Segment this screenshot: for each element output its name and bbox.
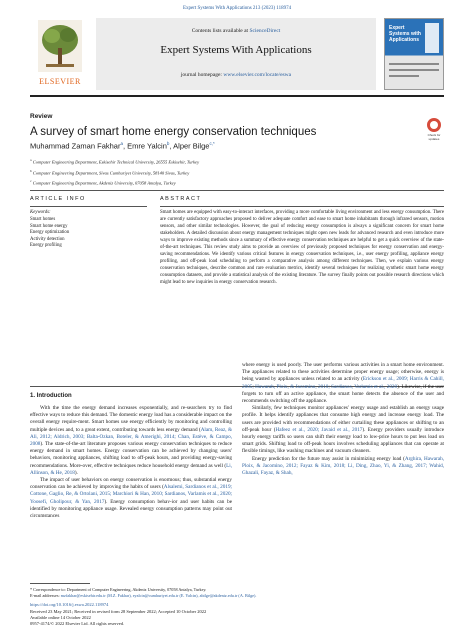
- affiliation-list: [30, 156, 444, 188]
- crossmark-button[interactable]: [424, 118, 444, 141]
- paragraph: Similarly, few techniques monitor appliances' energy usage and establish an energy usage profile. It helps identify appliances that consume high energy and increase energy load. The users are provided with recommendations of either curtailing these appliances or shifting to an off-peak hour (Hafeez et al., 2020; Javaid et al., 2017). Energy providers usually introduce hourly energy tariffs so users can shift their energy load to low-price hours to put less load on smart grids. Shifting load to off-peak hours involves scheduling appliances that can operate at flexible timings, like washing machines and vacuum cleaners.: [242, 405, 444, 455]
- keyword: Energy optimization: [30, 230, 70, 236]
- paragraph: Energy prediction for the future may assist in minimizing energy load (Arghira, Hawarah, Ploix, & Jacomino, 2012; Fayaz & Kim, 2018; Li, Ding, Zhao, Yi, & Zhang, 2017; Wahid, Ghazali, Fayaz, & Shah,: [242, 455, 444, 477]
- crossmark-icon-center: [430, 121, 438, 129]
- sciencedirect-link[interactable]: ScienceDirect: [249, 28, 281, 34]
- elsevier-logo[interactable]: [30, 18, 90, 90]
- masthead-center: [96, 18, 376, 90]
- journal-cover[interactable]: [384, 18, 444, 90]
- masthead-rule: [30, 95, 444, 97]
- copyright-line: 0957-4174/© 2022 Elsevier Ltd. All rights reserved.: [30, 621, 125, 626]
- crossmark-label: Check for updates: [427, 133, 441, 141]
- keyword: Activity detection: [30, 236, 65, 242]
- author-affiliation-marker[interactable]: c,*: [209, 141, 215, 146]
- doi-link[interactable]: https://doi.org/10.1016/j.eswa.2022.118974: [30, 602, 109, 607]
- homepage-prefix: journal homepage:: [180, 72, 224, 78]
- body-column-left: [30, 405, 232, 520]
- contents-prefix: Contents lists available at: [191, 28, 250, 34]
- masthead: [30, 18, 444, 90]
- affiliation: $^b$ Computer Engineering Department, Sivas Cumhuriyet University, 58140 Sivas, Turkey: [30, 168, 190, 175]
- abstract-rule: [160, 206, 444, 207]
- affiliation: $^c$ Computer Engineering Department, Akdeniz University, 07058 Antalya, Turkey: [30, 179, 176, 186]
- cover-graphic: [425, 23, 439, 53]
- article-title: A survey of smart home energy conservation techniques: [30, 126, 317, 138]
- contents-line: [96, 28, 376, 34]
- article-info-rule: [30, 206, 147, 207]
- citation-link[interactable]: Alsalemi, Sardianos et al., 2019; Cottone, Gaglio, Re, & Ortolani, 2015; Marchiori & Han, 2010; Sardianos, Varlamis et al., 2020; Yoosefi, Gholipour, & Yan, 2017: [30, 484, 232, 505]
- footnote-rule: [30, 583, 90, 584]
- citation-link[interactable]: Hafeez et al., 2020; Javaid et al., 2017: [275, 426, 363, 433]
- citation-link[interactable]: Erickson et al., 2009; Harris & Cahill, 2005; Hawarah, Ploix, & Jacomino, 2010; Sardianos, Varlamis et al., 2020: [242, 376, 444, 390]
- author-affiliation-marker[interactable]: b: [166, 141, 170, 146]
- paragraph: With the time the energy demand increases exponentially, and re-searchers try to find effective ways to reduce this demand. The domestic energy load has a considerable impact on the overall energy require-ment. Smart homes use energy efficiently by monitoring and controlling multiple devices and, to a great extent, contributing towards less energy demand (Alam, Reaz, & Ali, 2012; Aldrich, 2003; Balta-Ozkan, Boteler, & Amerighi, 2014; Chan, Estève, & Campo, 2008). The state-of-the-art literature proposes various energy conservation techniques to reduce energy demand in smart homes. Energy conservation can be achieved by changing users' behaviors, monitoring appliances, shifting load to off-peak hours, and providing energy-saving recommendations. More-over, effective techniques reduce household energy demand as well (Li, Allinson, & He, 2018).: [30, 405, 232, 476]
- body-column-right: [242, 362, 444, 477]
- section-heading: 1. Introduction: [30, 393, 72, 399]
- cover-line: [389, 69, 439, 71]
- article-type: Review: [30, 113, 53, 120]
- correspondence-footnote: [30, 587, 444, 599]
- keyword-list: [30, 217, 69, 250]
- journal-reference[interactable]: Expert Systems With Applications 213 (2023) 118974: [182, 6, 292, 11]
- correspondence-line: * Correspondence to: Department of Computer Engineering, Akdeniz University, 07058 Antalya, Turkey.: [30, 587, 207, 592]
- homepage-link[interactable]: www.elsevier.com/locate/eswa: [223, 72, 292, 78]
- affiliation: $^a$ Computer Engineering Department, Eskisehir Technical University, 26555 Eskisehir, Turkey: [30, 158, 200, 165]
- author-name[interactable]: Alper Bilge: [173, 141, 210, 151]
- homepage-line: [96, 72, 376, 78]
- author-affiliation-marker[interactable]: a: [120, 141, 123, 146]
- cover-line: [389, 75, 419, 77]
- citation-link[interactable]: Alam, Reaz, & Ali, 2012; Aldrich, 2003; Balta-Ozkan, Boteler, & Amerighi, 2014; Chan, Estève, & Campo, 2008: [30, 426, 232, 448]
- author-list: Muhammad Zaman Fakhar$^a$, Emre Yalcin$^b$, Alper Bilge$^{c,*}$: [30, 141, 215, 151]
- available-online: Available online 14 October 2022: [30, 615, 91, 620]
- email-line: E-mail addresses: mzfakhar@eskisehir.edu.tr (M.Z. Fakhar), eyalcin@cumhuriyet.edu.tr (E. Yalcin), abilge@akdeniz.edu.tr (A. Bilge).: [30, 593, 257, 598]
- received-dates: Received 23 May 2021; Received in revised form 28 September 2022; Accepted 10 October 2022: [30, 609, 207, 614]
- article-info-heading: ARTICLE INFO: [30, 196, 86, 202]
- publication-dates: [30, 609, 444, 627]
- cover-line: [389, 63, 439, 65]
- abstract-text: Smart homes are equipped with easy-to-interact interfaces, providing a more comfortable living environment and less energy consumption. There are currently satisfactory approaches proposed to deliver adequate comfort and ease to smart home inhabitants through infrared sensors, motion sensors, and other similar technologies. However, the goal of reducing energy consumption is always a significant concern for smart home stakeholders. A detailed discussion about energy management techniques might open new leads for advanced research and even introduce more ways to improve existing methods since a summary of effective energy conservation techniques are helpful to get a quick overview of the state-of-the-art techniques. This review study aims to provide an overview of previously proposed techniques for energy conservation and energy-saving recommendations. We identify various critical features in energy conservation techniques, i.e., user energy profiling, appliance energy profiling, and off-peak load scheduling to perform a comparative analysis among different techniques. Then, we explain various energy conservation techniques, describe common and rare evaluation metrics, identify several techniques for realizing synthetic smart home energy consumption datasets, and provide a statistical analysis of the existing literature. The survey finally points out possible research directions which might lead to new inquiries in energy conservation research.: [160, 210, 444, 285]
- citation-link[interactable]: Li, Allinson, & He, 2018: [30, 462, 232, 476]
- paragraph: where energy is used poorly. The user performs various activities in a smart home environment. The appliances related to these activities determine proper energy usage; otherwise, energy is being wasted by appliances unless related to an activity (Erickson et al., 2009; Harris & Cahill, 2005; Hawarah, Ploix, & Jacomino, 2010; Sardianos, Varlamis et al., 2020). Likewise, if the user forgets to turn off an active appliance, the smart home detects the absence of the user and recommends switching off the appliance.: [242, 362, 444, 405]
- author-name[interactable]: Emre Yalcin: [127, 141, 167, 151]
- keyword: Smart home energy: [30, 223, 68, 229]
- keyword: Energy profiling: [30, 243, 62, 249]
- elsevier-tree-icon: [38, 20, 82, 72]
- publisher-name: ELSEVIER: [39, 77, 81, 86]
- keyword: Smart homes: [30, 217, 56, 222]
- paragraph: The impact of user behaviors on energy conservation is enormous; thus, substantial energy conservation can be achieved by improving the habits of users (Alsalemi, Sardianos et al., 2019; Cottone, Gaglio, Re, & Ortolani, 2015; Marchiori & Han, 2010; Sardianos, Varlamis et al., 2020; Yoosefi, Gholipour, & Yan, 2017). Energy consumption behav-ior and user habits can be identified by monitoring appliance usage. Revealed energy consumption patterns may point out circumstances: [30, 477, 232, 520]
- journal-title: Expert Systems With Applications: [160, 44, 312, 56]
- section-rule: [30, 190, 444, 191]
- citation-link[interactable]: Arghira, Hawarah, Ploix, & Jacomino, 2012; Fayaz & Kim, 2018; Li, Ding, Zhao, Yi, & Zhang, 2017; Wahid, Ghazali, Fayaz, & Shah,: [242, 455, 444, 477]
- author-name[interactable]: Muhammad Zaman Fakhar: [30, 141, 121, 151]
- keywords-label: Keywords:: [30, 210, 51, 215]
- abstract-heading: ABSTRACT: [160, 196, 202, 202]
- cover-title: Expert Systems with Applications: [389, 25, 421, 43]
- email-links[interactable]: mzfakhar@eskisehir.edu.tr (M.Z. Fakhar), eyalcin@cumhuriyet.edu.tr (E. Yalcin), abilge@akdeniz.edu.tr (A. Bilge).: [60, 593, 257, 598]
